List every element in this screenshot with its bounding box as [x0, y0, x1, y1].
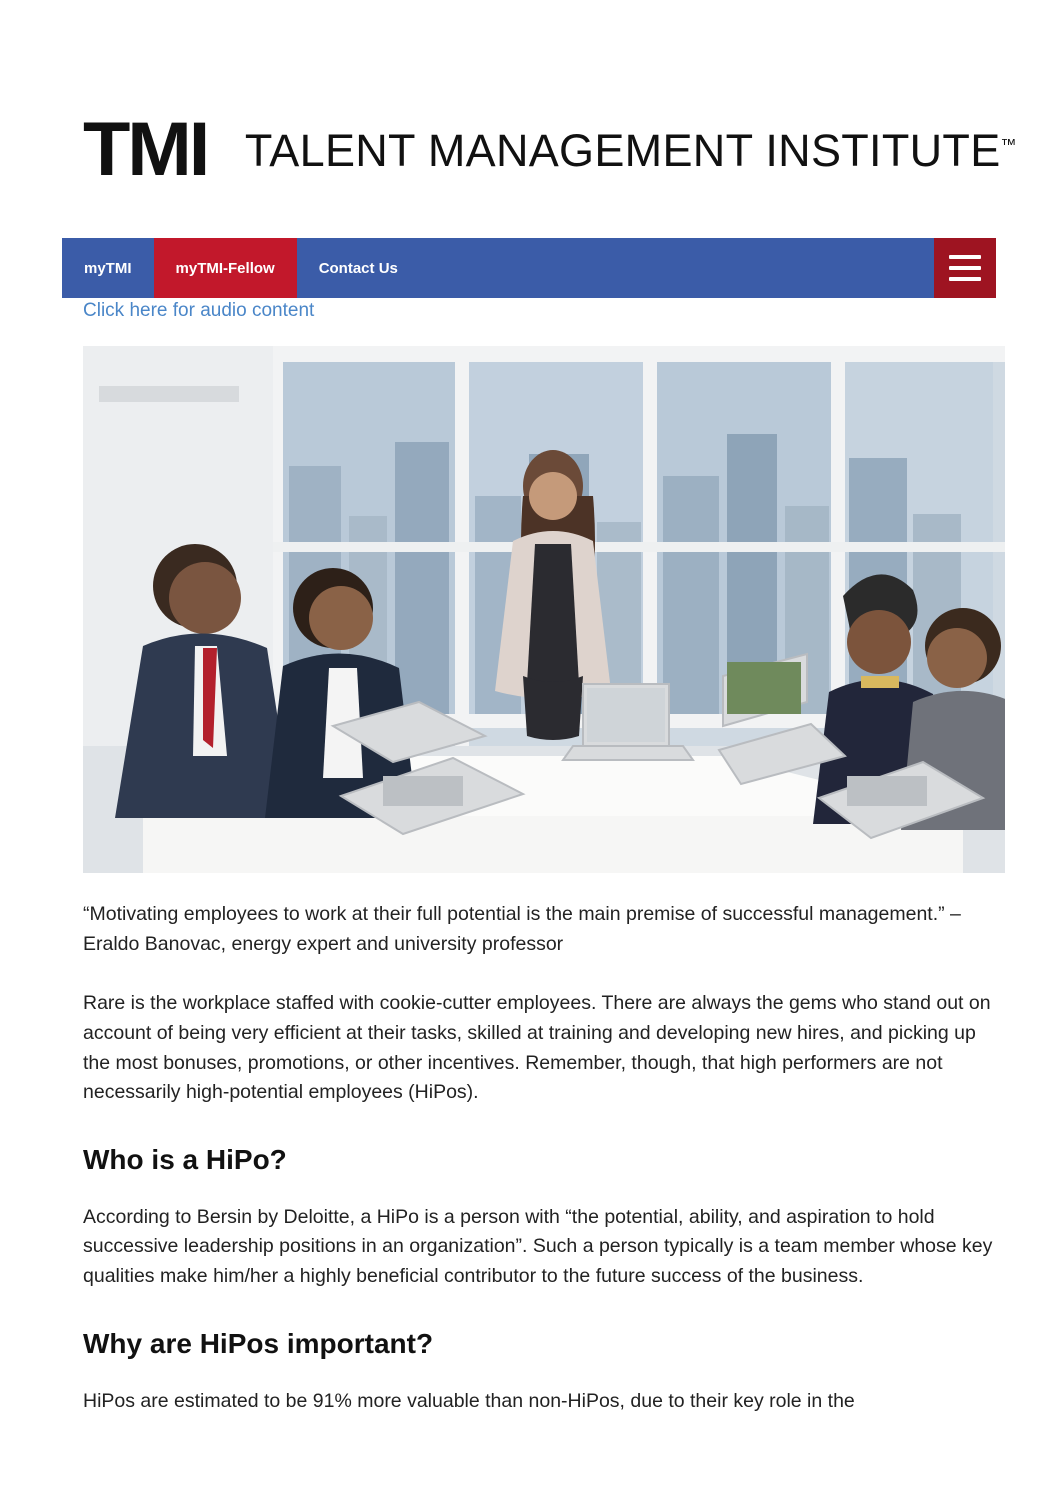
- article-body: [83, 900, 1005, 1446]
- hero-illustration: [83, 346, 1005, 873]
- nav-spacer: [420, 238, 934, 298]
- hamburger-bar-3: [949, 277, 981, 281]
- article-heading-who-is-a-hipo: Who is a HiPo?: [83, 1143, 287, 1175]
- article-paragraph-hipo-value: HiPos are estimated to be 91% more valuable than non-HiPos, due to their key role in the: [83, 1389, 855, 1412]
- logo-wordmark-text: TALENT MANAGEMENT INSTITUTE: [244, 124, 1001, 176]
- main-navbar: [62, 238, 996, 298]
- logo-mark: TMI: [83, 107, 208, 192]
- article-heading-why-hipos-important: Why are HiPos important?: [83, 1327, 434, 1359]
- logo-wordmark: [244, 124, 1017, 176]
- nav-item-contact-us[interactable]: Contact Us: [318, 259, 398, 277]
- article-hero-image: [83, 346, 1005, 873]
- nav-item-mytmi-fellow[interactable]: myTMI-Fellow: [154, 238, 297, 298]
- audio-content-link[interactable]: Click here for audio content: [83, 300, 315, 321]
- site-logo[interactable]: [83, 105, 1017, 195]
- article-paragraph-hipo-definition: According to Bersin by Deloitte, a HiPo is a person with “the potential, ability, and aspiration to hold successive leadership positions in an organization”. Such a person typically is a team member whose key qualities make him/her a highly beneficial contributor to the future success of the business.: [83, 1205, 993, 1287]
- article-intro-paragraph: Rare is the workplace staffed with cookie-cutter employees. There are always the gems who stand out on account of being very efficient at their tasks, skilled at training and developing new hires, and picking up the most bonuses, promotions, or other incentives. Remember, though, that high performers are not necessarily high-potential employees (HiPos).: [83, 992, 991, 1104]
- hamburger-bar-1: [949, 255, 981, 259]
- hamburger-bar-2: [949, 266, 981, 270]
- hamburger-icon[interactable]: [934, 238, 996, 298]
- nav-item-mytmi[interactable]: myTMI: [84, 259, 132, 277]
- article-quote: “Motivating employees to work at their full potential is the main premise of successful management.” – Eraldo Banovac, energy expert and university professor: [83, 903, 961, 955]
- trademark-symbol: ™: [1000, 136, 1017, 154]
